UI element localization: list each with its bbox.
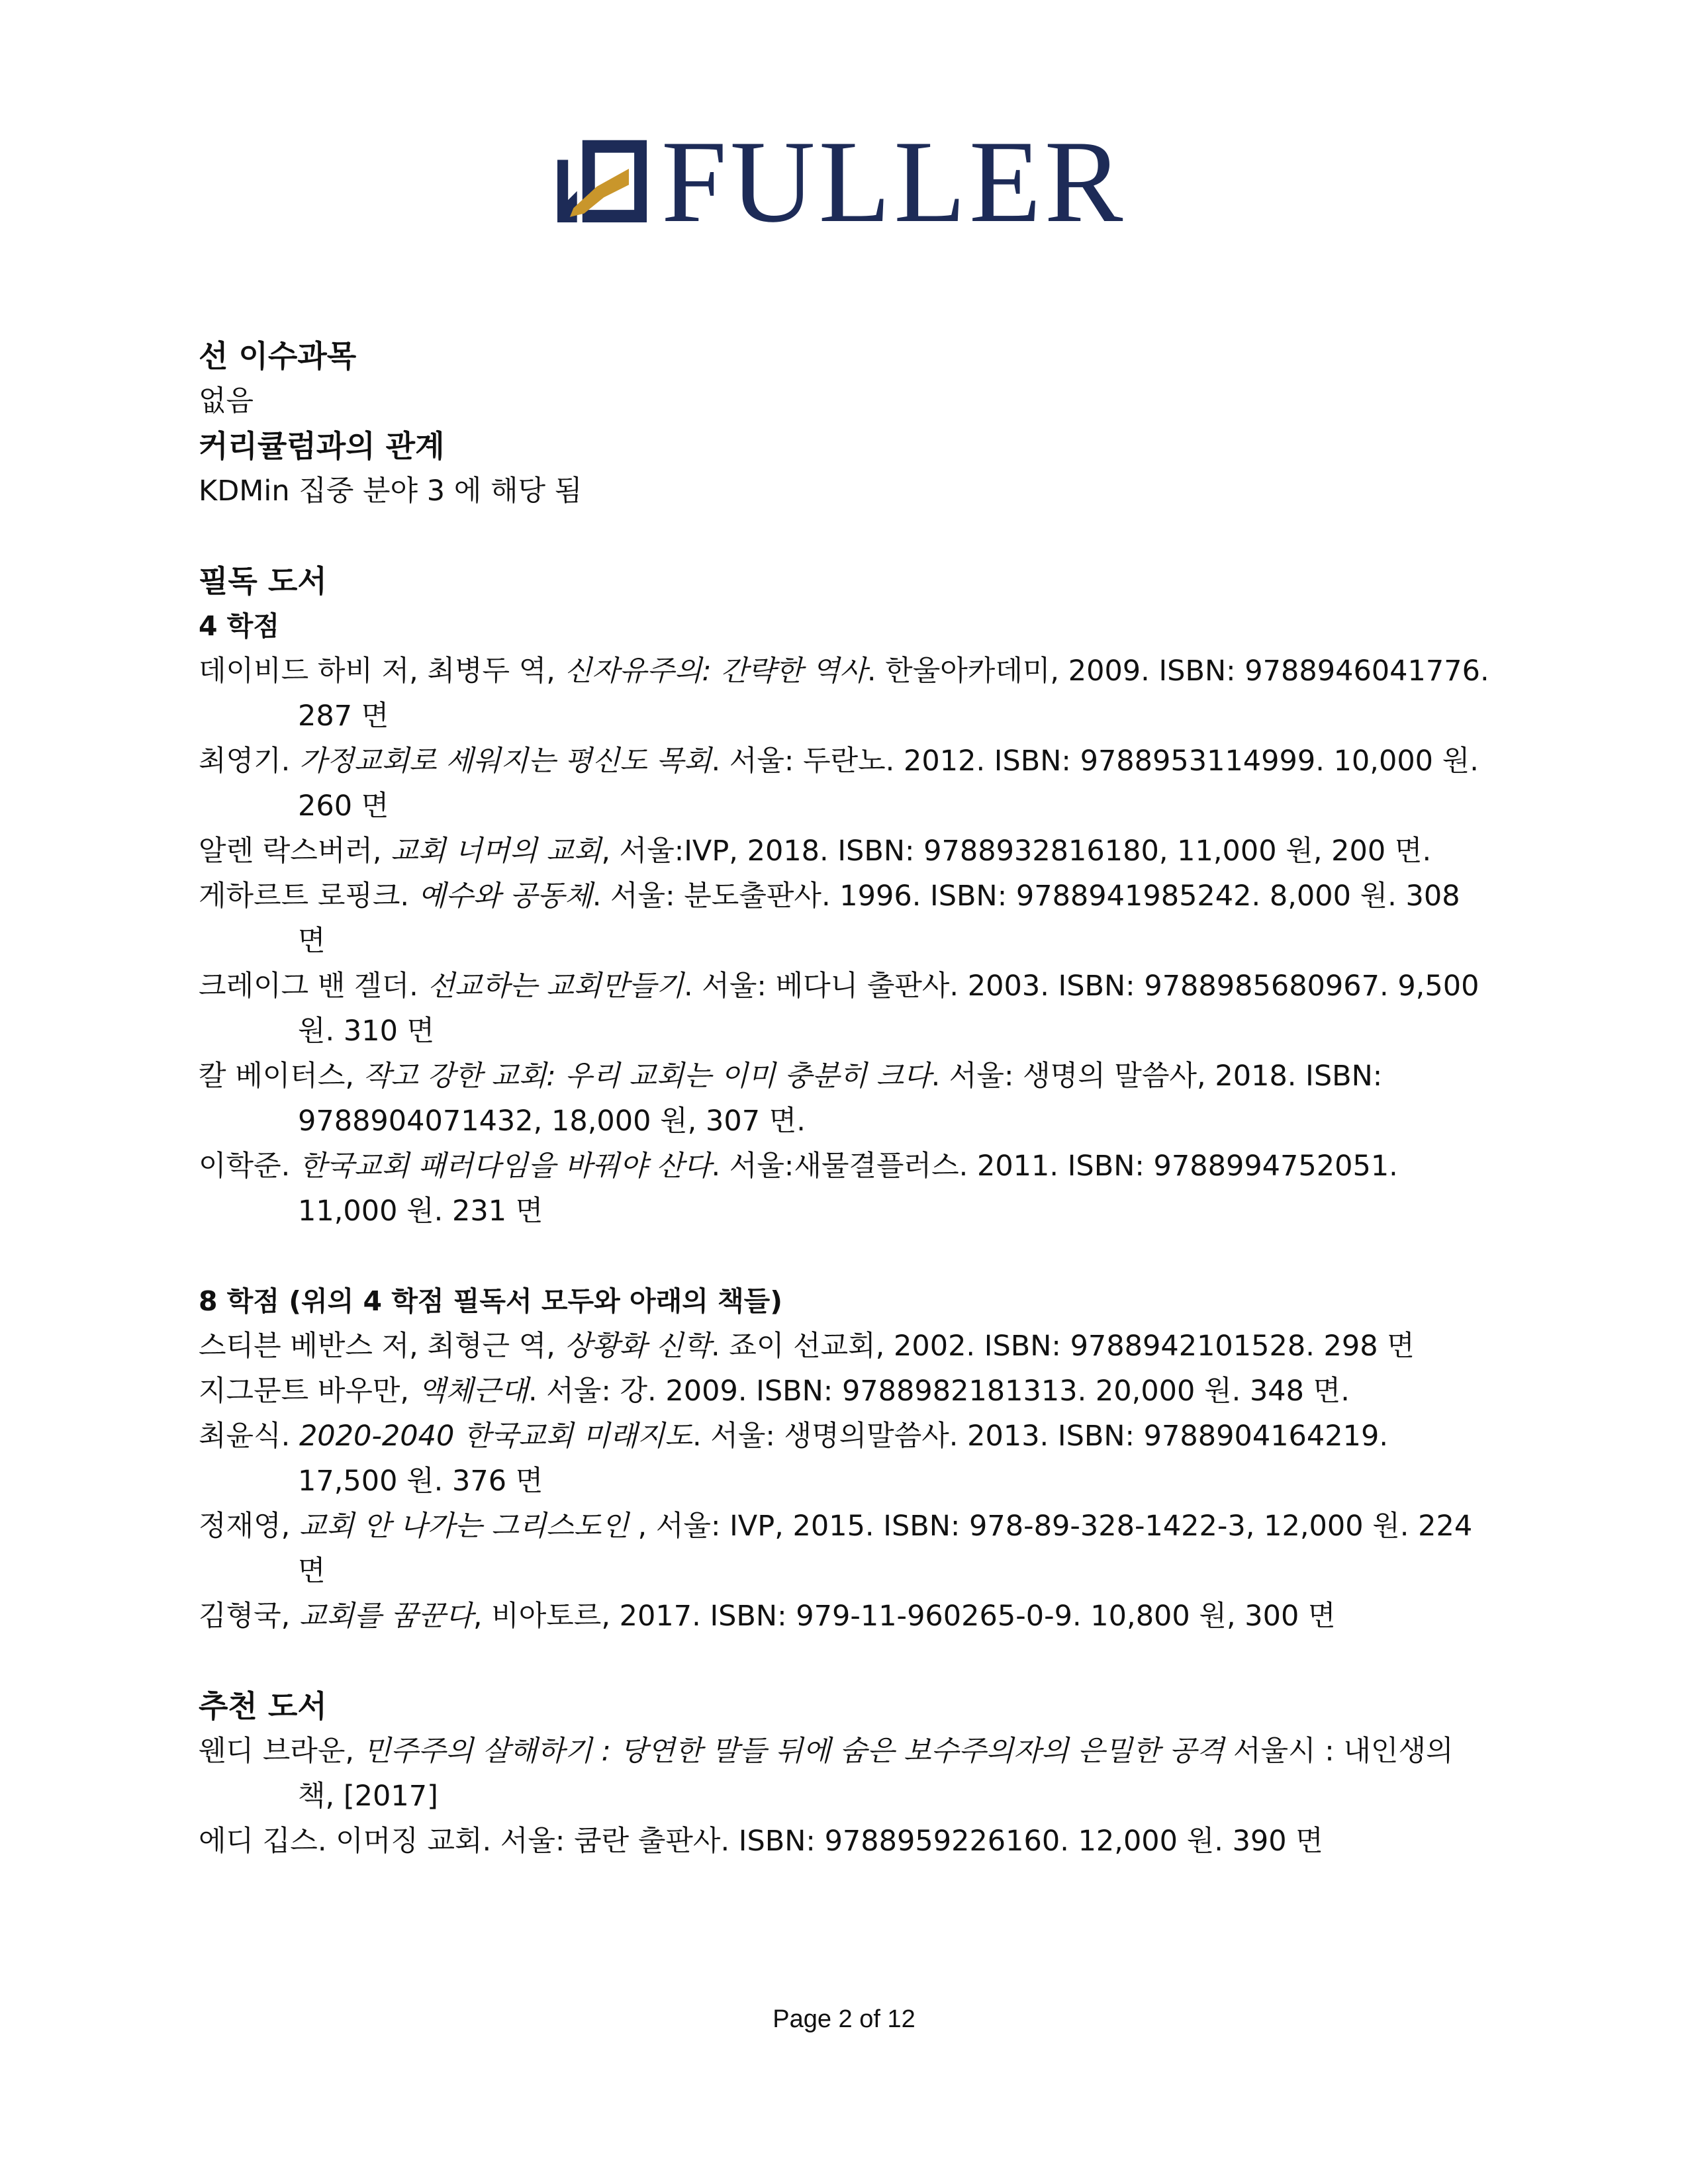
bibliography-entry: 스티븐 베반스 저, 최형근 역, 상황화 신학. 죠이 선교회, 2002. ISBN: 9788942101528. 298 면 — [199, 1330, 1415, 1363]
prerequisites-heading: 선 이수과목 — [199, 338, 357, 374]
bibliography-entry: 최영기. 가정교회로 세워지는 평신도 목회. 서울: 두란노. 2012. ISBN: 9788953114999. 10,000 원. 260 면 — [199, 745, 1479, 823]
book-title: 신자유주의: 간략한 역사 — [564, 655, 867, 688]
bibliography-entry: 데이비드 하비 저, 최병두 역, 신자유주의: 간략한 역사. 한울아카데미, 2009. ISBN: 9788946041776. 287 면 — [199, 655, 1489, 733]
book-title: 교회 너머의 교회 — [391, 835, 602, 868]
bibliography-entry: 크레이그 밴 겔더. 선교하는 교회만들기. 서울: 베다니 출판사. 2003. ISBN: 9788985680967. 9,500 원. 310 면 — [199, 970, 1479, 1048]
syllabus-content — [199, 334, 1489, 1864]
book-title: 상황화 신학 — [564, 1330, 711, 1363]
page-number: Page 2 of 12 — [773, 2005, 915, 2033]
bibliography-entry: 김형국, 교회를 꿈꾼다, 비아토르, 2017. ISBN: 979-11-960265-0-9. 10,800 원, 300 면 — [199, 1600, 1336, 1633]
book-title: 선교하는 교회만들기 — [427, 970, 684, 1003]
curriculum-text: KDMin 집중 분야 3 에 해당 됨 — [199, 475, 583, 508]
logo-wordmark: FULLER — [661, 116, 1127, 247]
book-title: 가정교회로 세워지는 평신도 목회 — [299, 745, 712, 778]
fuller-logo — [557, 116, 1127, 247]
bibliography-entry: 정재영, 교회 안 나가는 그리스도인 , 서울: IVP, 2015. ISBN: 978-89-328-1422-3, 12,000 원. 224 면 — [199, 1510, 1473, 1588]
book-title: 한국교회 패러다임을 바꿔야 산다 — [299, 1150, 712, 1183]
book-title: 작고 강한 교회: 우리 교회는 이미 충분히 크다 — [363, 1060, 931, 1093]
book-title: 액체근대 — [418, 1375, 528, 1408]
bibliography-entry: 알렌 락스버러, 교회 너머의 교회, 서울:IVP, 2018. ISBN: 9788932816180, 11,000 원, 200 면. — [199, 835, 1432, 868]
prerequisites-text: 없음 — [199, 385, 254, 418]
bibliography-entry: 칼 베이터스, 작고 강한 교회: 우리 교회는 이미 충분히 크다. 서울: 생명의 말씀사, 2018. ISBN: 9788904071432, 18,000 원, 307 면. — [199, 1060, 1383, 1138]
bibliography-entry: 웬디 브라운, 민주주의 살해하기 : 당연한 말들 뒤에 숨은 보수주의자의 은밀한 공격 서울시 : 내인생의책, [2017] — [199, 1735, 1454, 1813]
four-credit-heading: 4 학점 — [199, 610, 280, 642]
eight-credit-heading: 8 학점 (위의 4 학점 필독서 모두와 아래의 책들) — [199, 1285, 783, 1317]
book-title: 교회를 꿈꾼다 — [299, 1600, 473, 1633]
fuller-book-icon — [557, 133, 647, 225]
recommended-reading-heading: 추천 도서 — [199, 1688, 327, 1724]
book-title: 2020-2040 한국교회 미래지도 — [299, 1420, 692, 1453]
curriculum-heading: 커리큘럼과의 관계 — [199, 428, 445, 464]
bibliography-entry: 지그문트 바우만, 액체근대. 서울: 강. 2009. ISBN: 9788982181313. 20,000 원. 348 면. — [199, 1375, 1350, 1408]
book-title: 예수와 공동체 — [418, 880, 592, 913]
bibliography-entry: 이학준. 한국교회 패러다임을 바꿔야 산다. 서울:새물결플러스. 2011. ISBN: 9788994752051. 11,000 원. 231 면 — [199, 1150, 1398, 1228]
bibliography-entry: 에디 깁스. 이머징 교회. 서울: 쿰란 출판사. ISBN: 9788959226160. 12,000 원. 390 면 — [199, 1825, 1323, 1858]
book-title: 교회 안 나가는 그리스도인 — [299, 1510, 629, 1543]
required-reading-heading: 필독 도서 — [199, 563, 327, 599]
bibliography-entry: 최윤식. 2020-2040 한국교회 미래지도. 서울: 생명의말씀사. 2013. ISBN: 9788904164219. 17,500 원. 376 면 — [199, 1420, 1389, 1498]
book-title: 민주주의 살해하기 : 당연한 말들 뒤에 숨은 보수주의자의 은밀한 공격 — [363, 1735, 1225, 1768]
bibliography-entry: 게하르트 로핑크. 예수와 공동체. 서울: 분도출판사. 1996. ISBN: 9788941985242. 8,000 원. 308 면 — [199, 880, 1460, 958]
